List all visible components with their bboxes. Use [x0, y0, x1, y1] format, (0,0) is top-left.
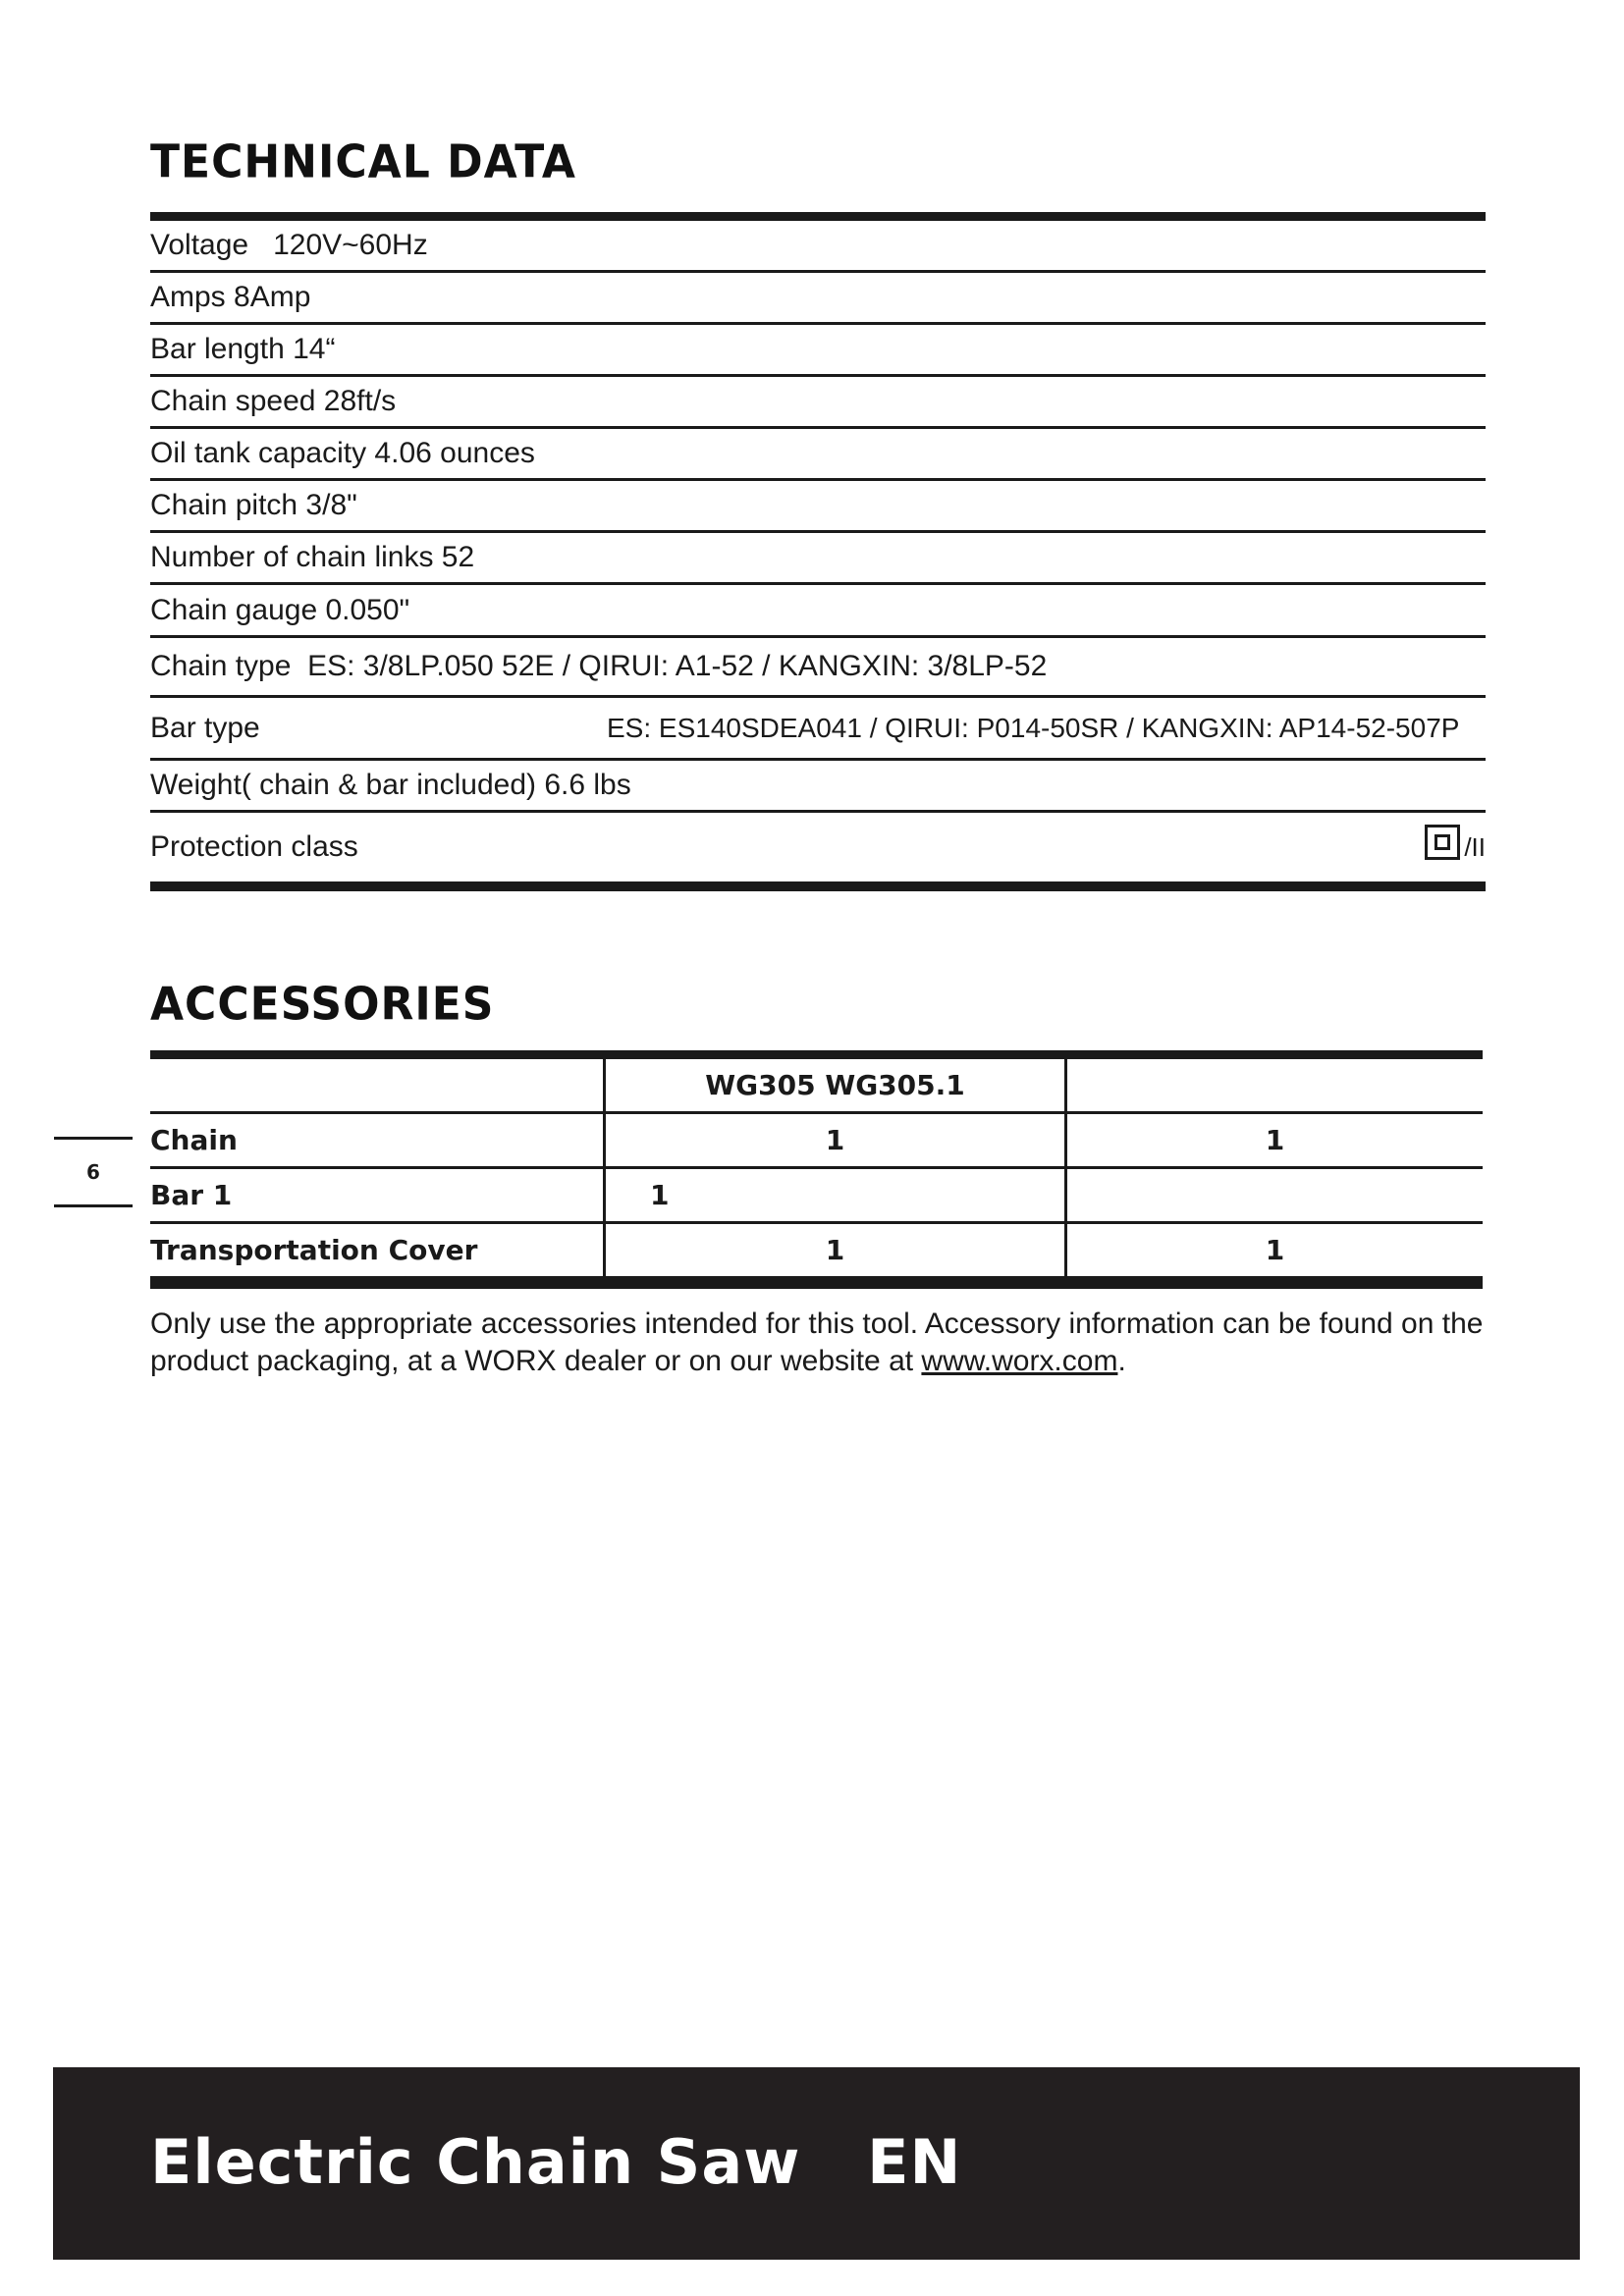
table-row	[150, 221, 1486, 273]
row-label: Bar type	[150, 711, 260, 744]
table-row	[150, 1224, 1483, 1279]
accessory-name: Chain	[150, 1114, 606, 1166]
table-row	[150, 1114, 1483, 1169]
table-top-rule	[150, 212, 1486, 221]
accessory-qty	[1067, 1169, 1483, 1221]
table-row	[150, 1169, 1483, 1224]
row-label: Bar length 14“	[150, 333, 336, 365]
row-label: Protection class	[150, 830, 358, 863]
protection-class-mark	[1425, 825, 1486, 860]
table-row	[150, 761, 1486, 813]
row-label: Chain gauge 0.050"	[150, 593, 410, 626]
accessory-qty: 1	[606, 1169, 1067, 1221]
table-bottom-rule	[150, 1279, 1483, 1289]
row-label: Chain speed 28ft/s	[150, 385, 397, 417]
website-link[interactable]: www.worx.com	[921, 1345, 1118, 1377]
table-row	[150, 585, 1486, 638]
accessory-qty: 1	[1265, 1234, 1285, 1266]
row-value: ES: ES140SDEA041 / QIRUI: P014-50SR / KANGXIN: AP14-52-507P	[607, 712, 1460, 743]
table-row	[150, 377, 1486, 429]
accessory-qty: 1	[606, 1114, 1067, 1166]
table-row	[150, 273, 1486, 325]
row-label: Oil tank capacity 4.06 ounces	[150, 437, 535, 469]
table-row	[150, 429, 1486, 481]
row-label: Voltage 120V~60Hz	[150, 229, 428, 261]
accessories-heading: ACCESSORIES	[150, 978, 495, 1032]
protection-class-value: /II	[1464, 832, 1486, 862]
footer-title: Electric Chain Saw EN	[150, 2126, 962, 2198]
accessory-qty: 1	[606, 1224, 1067, 1276]
table-bottom-rule	[150, 881, 1486, 891]
accessory-name: Transportation Cover	[150, 1224, 606, 1276]
table-row	[150, 481, 1486, 533]
technical-data-table	[150, 212, 1486, 891]
table-row	[150, 698, 1486, 761]
accessory-name: Bar 1	[150, 1169, 606, 1221]
row-label: Number of chain links 52	[150, 541, 475, 573]
table-row	[150, 533, 1486, 585]
accessories-table	[150, 1050, 1483, 1289]
table-row	[150, 325, 1486, 377]
table-header-row	[150, 1059, 1483, 1114]
header-cell-models: WG305 WG305.1	[606, 1059, 1067, 1111]
row-label: Amps 8Amp	[150, 281, 311, 313]
footer-band	[53, 2067, 1580, 2260]
page-number: 6	[54, 1137, 133, 1207]
accessories-note	[150, 1306, 1495, 1380]
double-insulation-icon	[1425, 825, 1460, 860]
row-label: Chain type ES: 3/8LP.050 52E / QIRUI: A1-52 / KANGXIN: 3/8LP-52	[150, 650, 1048, 682]
row-label: Chain pitch 3/8"	[150, 489, 357, 521]
note-text: Only use the appropriate accessories intended for this tool. Accessory information can be found on the product packaging, at a WORX dealer or on our website at	[150, 1308, 1484, 1377]
row-label: Weight( chain & bar included) 6.6 lbs	[150, 769, 631, 801]
header-cell	[1067, 1059, 1483, 1111]
accessory-qty: 1	[1265, 1124, 1285, 1156]
table-row	[150, 813, 1486, 881]
note-end: .	[1117, 1345, 1126, 1377]
table-row	[150, 638, 1486, 698]
technical-data-heading: TECHNICAL DATA	[150, 135, 576, 189]
header-cell	[150, 1059, 606, 1111]
table-top-rule	[150, 1050, 1483, 1059]
